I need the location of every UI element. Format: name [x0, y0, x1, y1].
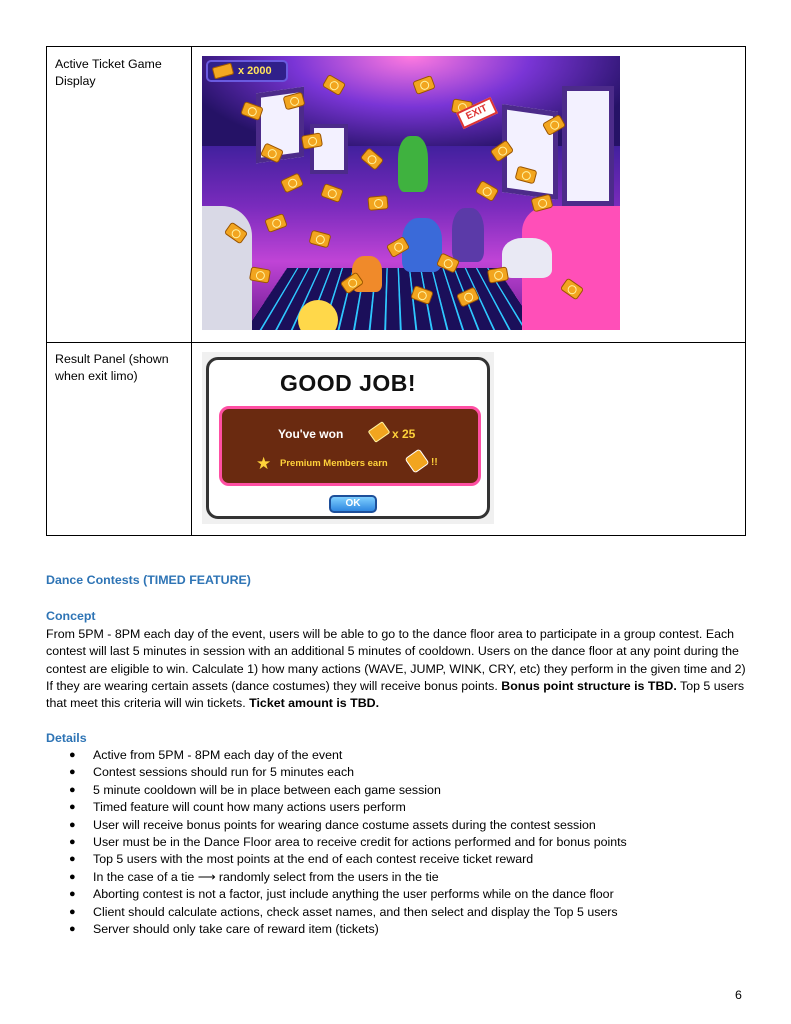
- ticket-count: x 2000: [238, 65, 272, 77]
- ticket-icon[interactable]: [264, 213, 288, 233]
- ticket-icon[interactable]: [309, 230, 332, 249]
- concept-bold-text: Ticket amount is TBD.: [249, 696, 380, 711]
- list-item: ● In the case of a tie ⟶ randomly select from the users in the tie: [69, 869, 749, 886]
- ticket-icon[interactable]: [475, 180, 499, 202]
- ticket-icon: [404, 448, 429, 473]
- row-label-active-ticket-game: Active Ticket Game Display: [55, 57, 162, 88]
- premium-label: Premium Members earn: [280, 458, 388, 469]
- list-item: ● Contest sessions should run for 5 minutes each: [69, 764, 749, 781]
- ticket-icon[interactable]: [320, 183, 344, 203]
- star-icon: ★: [256, 454, 272, 473]
- list-item: ● User will receive bonus points for wearing dance costume assets during the contest session: [69, 817, 749, 834]
- won-label: You've won: [278, 427, 344, 441]
- list-item: ● Aborting contest is not a factor, just include anything the user performs while on the dance floor: [69, 886, 749, 903]
- won-amount: x 25: [392, 427, 416, 441]
- list-item: ● Server should only take care of reward item (tickets): [69, 921, 749, 938]
- feature-table: [46, 46, 746, 536]
- list-item: ● Timed feature will count how many actions users perform: [69, 799, 749, 816]
- concept-bold-text: Bonus point structure is TBD.: [501, 678, 677, 693]
- result-title: GOOD JOB!: [279, 370, 417, 396]
- ticket-counter: [206, 60, 288, 82]
- row-divider: [47, 342, 745, 343]
- ticket-icon: [212, 63, 234, 80]
- list-item: ● User must be in the Dance Floor area to receive credit for actions performed and for bonus points: [69, 834, 749, 851]
- reward-box: [219, 406, 481, 486]
- concept-paragraph: [46, 626, 746, 712]
- result-panel-screenshot: [202, 352, 494, 524]
- concept-heading: Concept: [46, 609, 96, 623]
- column-divider: [191, 47, 192, 535]
- exit-sign[interactable]: EXIT: [456, 97, 498, 129]
- list-item: ● Client should calculate actions, check asset names, and then select and display the Top 5 users: [69, 904, 749, 921]
- active-ticket-game-screenshot: [202, 56, 620, 330]
- concept-text: Top 5 users that meet this criteria will win tickets.: [46, 678, 745, 711]
- list-item: ● 5 minute cooldown will be in place between each game session: [69, 782, 749, 799]
- dj-avatar: [398, 136, 428, 192]
- section-title: Dance Contests (TIMED FEATURE): [46, 573, 251, 587]
- ticket-icon: [368, 421, 391, 443]
- wolf-avatar: [502, 238, 552, 278]
- list-item: ● Active from 5PM - 8PM each day of the event: [69, 747, 749, 764]
- page-number: 6: [735, 988, 742, 1002]
- ok-button[interactable]: OK: [329, 495, 377, 513]
- limo-seat: [202, 206, 252, 330]
- row-label-result-panel: Result Panel (shown when exit limo): [55, 352, 169, 383]
- premium-suffix: !!: [431, 457, 438, 468]
- limo-window: [310, 124, 348, 174]
- ticket-icon[interactable]: [280, 172, 304, 193]
- ticket-icon[interactable]: [360, 147, 384, 171]
- ninja-avatar: [452, 208, 484, 262]
- details-heading: Details: [46, 731, 87, 745]
- list-item: ● Top 5 users with the most points at the end of each contest receive ticket reward: [69, 851, 749, 868]
- result-card: [206, 357, 490, 519]
- limo-window: [562, 86, 614, 206]
- ticket-icon[interactable]: [367, 195, 388, 211]
- details-list: [69, 747, 749, 938]
- ticket-icon[interactable]: [249, 266, 271, 283]
- concept-text: From 5PM - 8PM each day of the event, users will be able to go to the dance floor area to participate in a group contest. Each contest will last 5 minutes in session with an additional 5 minutes of cooldown. Users on the dance floor at any point during the contest are eligible to win. Calculate 1) how many actions (WAVE, JUMP, WINK, CRY, etc) they perform in the given time and 2) If they are wearing certain assets (dance costumes) they will receive bonus points.: [46, 627, 746, 693]
